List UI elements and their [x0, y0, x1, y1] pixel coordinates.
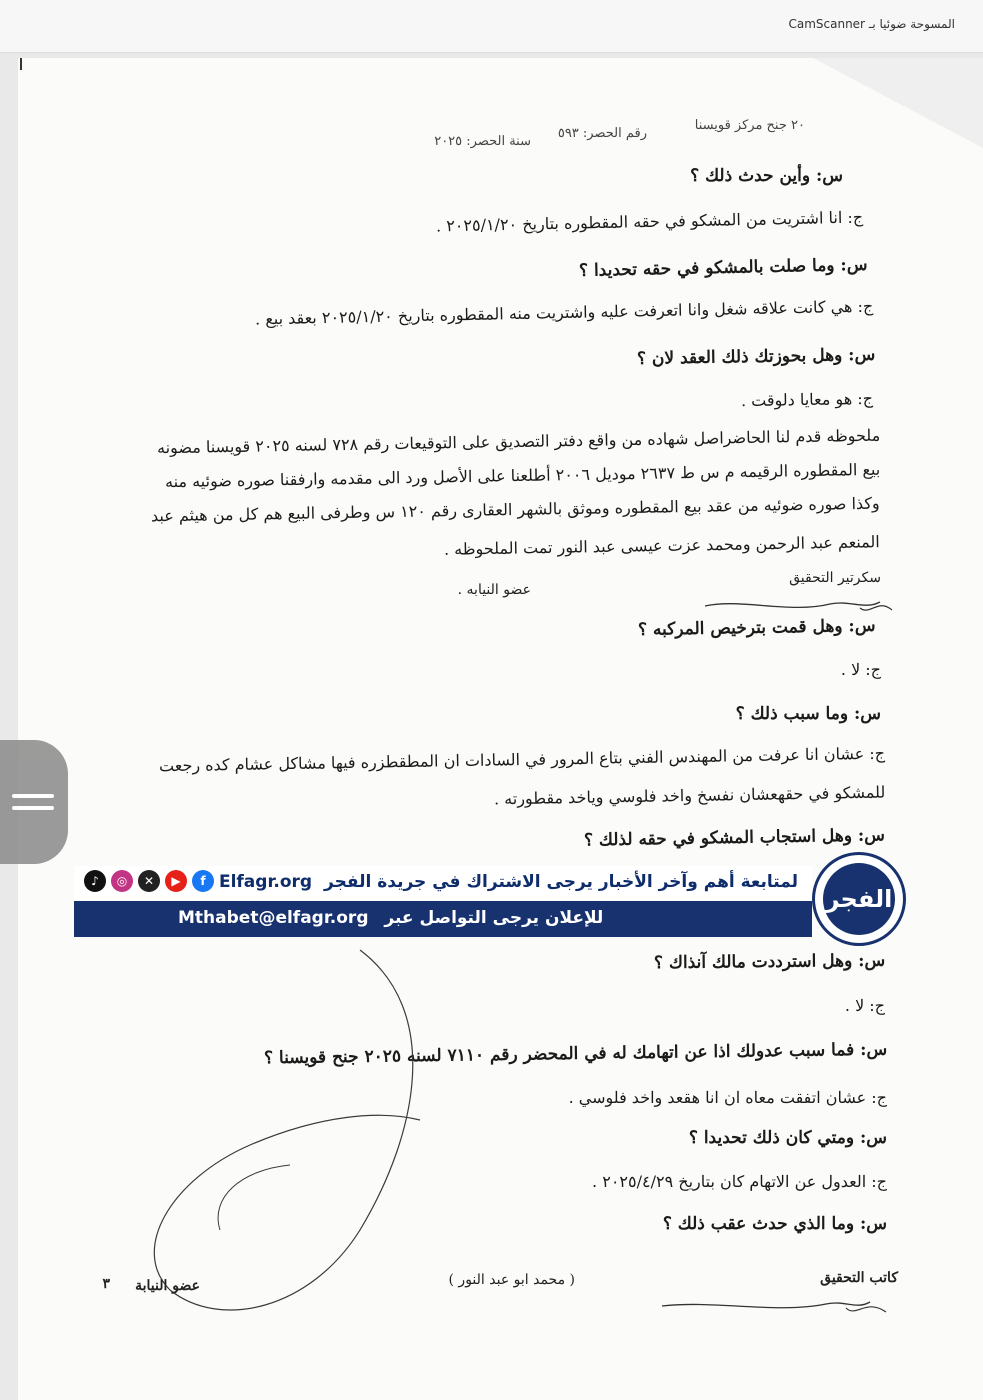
- scanner-top-bar: [0, 0, 983, 53]
- question-line: س: ومتي كان ذلك تحديدا ؟: [688, 1128, 887, 1148]
- secretary-signature-label: سكرتير التحقيق: [789, 570, 881, 586]
- x-icon[interactable]: ✕: [138, 870, 160, 892]
- corner-mark: [20, 58, 28, 70]
- banner-contact: [178, 908, 603, 928]
- answer-line: ج: هو معايا دلوقت .: [740, 388, 874, 411]
- youtube-icon[interactable]: ▶: [165, 870, 187, 892]
- page-fold: [813, 58, 983, 148]
- banner-site[interactable]: Elfagr.org: [218, 872, 313, 892]
- instagram-icon[interactable]: ◎: [111, 870, 133, 892]
- page-number: ٣: [102, 1276, 110, 1292]
- tiktok-icon[interactable]: ♪: [84, 870, 106, 892]
- record-year: سنة الحصر: ٢٠٢٥: [434, 134, 531, 149]
- handle-bar: [12, 806, 54, 810]
- answer-line: للمشكو في حقهعشان نفسخ واخد فلوسي وياخد مقطورته .: [493, 782, 886, 809]
- question-line: س: وهل استجاب المشكو في حقه لذلك ؟: [583, 825, 886, 851]
- question-line: س: وهل قمت بترخيص المركبه ؟: [637, 615, 876, 641]
- footer-signature: [656, 1292, 906, 1328]
- handle-bar: [12, 794, 54, 798]
- answer-line: ج: عشان انا عرفت من المهندس الفني بتاع المرور في السادات ان المطقطزره فيها مشاكل عشام كده رجعت: [158, 743, 886, 776]
- note-line: ملحوظه قدم لنا الحاضراصل شهاده من واقع دفتر التصديق على التوقيعات رقم ٧٢٨ لسنه ٢٠٢٥ قويسنا مضونه: [156, 425, 881, 458]
- answer-line: ج: هي كانت علاقه شغل وانا اتعرفت عليه واشتريت منه المقطوره بتاريخ ٢٠٢٥/١/٢٠ بعقد بيع .: [254, 296, 874, 329]
- logo-text: الفجر: [823, 863, 895, 935]
- question-line: س: وهل استرددت مالك آنذاك ؟: [653, 950, 886, 974]
- banner-follow-text: [219, 872, 798, 892]
- question-line: س: فما سبب عدولك اذا عن اتهامك له في المحضر رقم ٧١١٠ لسنه ٢٠٢٥ جنح قويسنا ؟: [263, 1039, 888, 1069]
- banner-email[interactable]: Mthabet@elfagr.org: [178, 908, 369, 928]
- witness-name: ( محمد ابو عبد النور ): [448, 1272, 575, 1288]
- question-line: س: وما الذي حدث عقب ذلك ؟: [662, 1214, 887, 1234]
- question-line: س: وما صلت بالمشكو في حقه تحديدا ؟: [579, 254, 869, 282]
- banner-follow-label: لمتابعة أهم وآخر الأخبار يرجى الاشتراك في جريدة الفجر: [324, 872, 798, 892]
- facebook-icon[interactable]: f: [192, 870, 214, 892]
- answer-line: ج: لا .: [844, 996, 885, 1015]
- note-line: بيع المقطوره الرقيمه م س ط ٢٦٣٧ موديل ٢٠٠٦ أطلعنا على الأصل ورد الى مقدمه وارفقنا صوره ضوئيه منه: [164, 459, 881, 492]
- banner-ads-text: للإعلان يرجى التواصل عبر: [384, 908, 604, 928]
- member-label: عضو النيابة: [135, 1278, 200, 1294]
- member-signature-label: عضو النيابه .: [457, 582, 531, 598]
- answer-line: ج: العدول عن الاتهام كان بتاريخ ٢٠٢٥/٤/٢٩ .: [592, 1172, 887, 1191]
- question-line: س: وأين حدث ذلك ؟: [690, 166, 843, 186]
- social-icons: [84, 870, 214, 892]
- note-line: وكذا صوره ضوئيه من عقد بيع المقطوره وموثق بالشهر العقارى رقم ١٢٠ س وطرفى البيع هم كل من هيثم عبد: [151, 493, 881, 526]
- question-line: س: وهل بحوزتك ذلك العقد لان ؟: [636, 344, 876, 370]
- case-ref: ٢٠ جنح مركز قويسنا: [694, 118, 805, 133]
- question-line: س: وما سبب ذلك ؟: [735, 704, 881, 724]
- side-panel-handle[interactable]: [0, 740, 68, 864]
- note-line: المنعم عبد الرحمن ومحمد عزت عيسى عبد النور تمت الملحوظه .: [444, 532, 881, 559]
- answer-line: ج: عشان اتفقت معاه ان انا هقعد واخد فلوسي .: [568, 1088, 887, 1107]
- answer-line: ج: لا .: [840, 660, 881, 679]
- record-number: رقم الحصر: ٥٩٣: [557, 126, 647, 141]
- answer-line: ج: انا اشتريت من المشكو في حقه المقطوره بتاريخ ٢٠٢٥/١/٢٠ .: [435, 207, 864, 236]
- scanner-label: المسوحة ضوئيا بـ CamScanner: [788, 17, 955, 31]
- writer-label: كاتب التحقيق: [820, 1270, 898, 1286]
